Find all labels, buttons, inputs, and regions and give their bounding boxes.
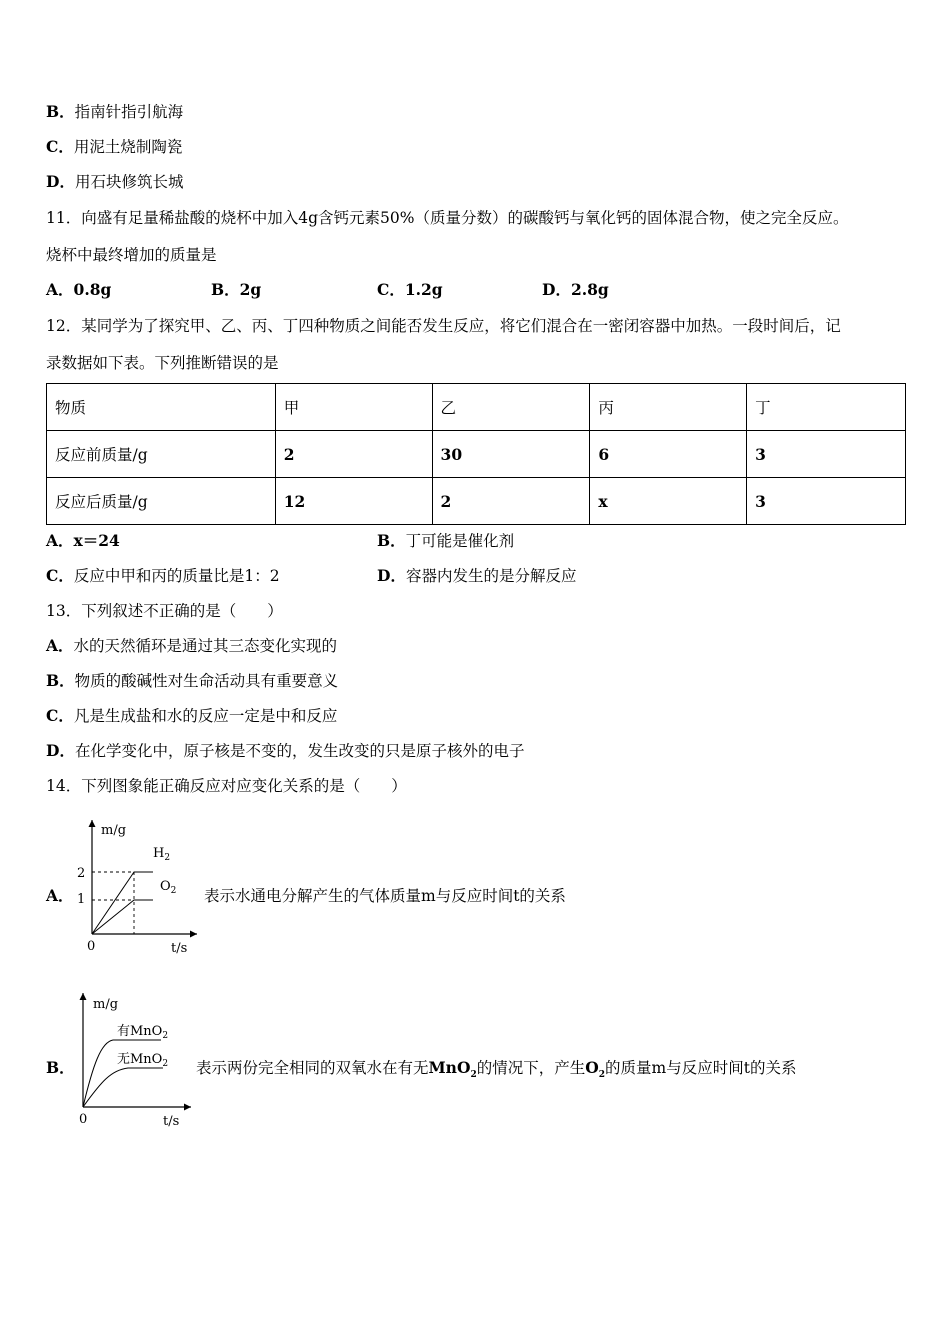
table-cell: 丁 [747,384,906,431]
q10-option-c: C．用泥土烧制陶瓷 [46,137,183,156]
curve2-label: 无MnO$_2$ [117,1052,169,1069]
q13-option-a: A．水的天然循环是通过其三态变化实现的 [46,636,338,655]
x-axis-label: t/s [163,1114,180,1129]
table-cell: 3 [747,431,906,478]
table-row [47,478,906,525]
h2-line [92,872,153,934]
q11-option-a: A．0.8g [46,280,112,299]
q12-option-c: C．反应中甲和丙的质量比是1：2 [46,566,280,585]
q13-option-c: C．凡是生成盐和水的反应一定是中和反应 [46,706,338,725]
q12-option-d: D．容器内发生的是分解反应 [377,566,577,585]
q11-option-c: C．1.2g [377,280,443,299]
table-cell: 丙 [590,384,747,431]
q11-stem-line1: 11．向盛有足量稀盐酸的烧杯中加入4g含钙元素50%（质量分数）的碳酸钙与氧化钙的固体混合物，使之完全反应。 [46,209,849,227]
table-header-row [47,384,906,431]
q14-option-a-letter: A． [46,886,74,905]
curve1-label: 有MnO$_2$ [117,1024,169,1041]
table-cell: 12 [275,478,432,525]
y-tick-1: 1 [77,892,86,907]
q14-stem: 14．下列图象能正确反应对应变化关系的是（ ） [46,777,407,795]
q10-option-d: D．用石块修筑长城 [46,172,184,191]
table-cell: 3 [747,478,906,525]
q12-stem-line1: 12．某同学为了探究甲、乙、丙、丁四种物质之间能否发生反应，将它们混合在一密闭容器中加热。一段时间后，记 [46,317,841,335]
o2-label: $O_2$ [160,879,177,896]
q12-stem-line2: 录数据如下表。下列推断错误的是 [46,354,279,372]
y-axis-label: m/g [93,997,119,1012]
q14-number: 14． [46,777,82,795]
q14-option-b-letter: B． [46,1058,75,1077]
table-row [47,431,906,478]
q11-option-d: D．2.8g [542,280,609,299]
q11-number: 11． [46,209,82,227]
table-cell: 甲 [275,384,432,431]
origin-label: 0 [87,939,96,954]
q12-option-b: B．丁可能是催化剂 [377,531,515,550]
q14-option-a-description: 表示水通电分解产生的气体质量m与反应时间t的关系 [204,887,566,905]
table-cell: 物质 [47,384,276,431]
table-cell: 反应前质量/g [47,431,276,478]
table-cell: 反应后质量/g [47,478,276,525]
o2-line [92,900,153,934]
table-cell: x [590,478,747,525]
q10-option-b: B．指南针指引航海 [46,102,184,121]
curve-with-mno2 [83,1040,161,1107]
y-tick-2: 2 [77,866,86,881]
y-axis-label: m/g [101,823,127,838]
q12-data-table [46,383,906,525]
q11-stem-line2: 烧杯中最终增加的质量是 [46,246,217,264]
table-cell: 乙 [432,384,590,431]
table-cell: 2 [275,431,432,478]
q13-stem: 13．下列叙述不正确的是（ ） [46,602,283,620]
q14-graph-b [73,990,203,1130]
q13-option-b: B．物质的酸碱性对生命活动具有重要意义 [46,671,339,690]
table-cell: 6 [590,431,747,478]
q13-number: 13． [46,602,82,620]
q14-graph-a [75,812,205,957]
table-cell: 2 [432,478,590,525]
q13-option-d: D．在化学变化中，原子核是不变的，发生改变的只是原子核外的电子 [46,741,525,760]
curve-without-mno2 [83,1068,163,1107]
q14-option-b-description: 表示两份完全相同的双氧水在有无MnO$_2$的情况下，产生$O_2$的质量m与反应时间t的关系 [196,1058,797,1081]
q12-number: 12． [46,317,82,335]
table-cell: 30 [432,431,590,478]
h2-label: $H_2$ [153,846,171,863]
q12-option-a: A．x＝24 [46,531,120,550]
origin-label: 0 [79,1112,88,1127]
x-axis-label: t/s [171,941,188,956]
q11-option-b: B．2g [211,280,262,299]
